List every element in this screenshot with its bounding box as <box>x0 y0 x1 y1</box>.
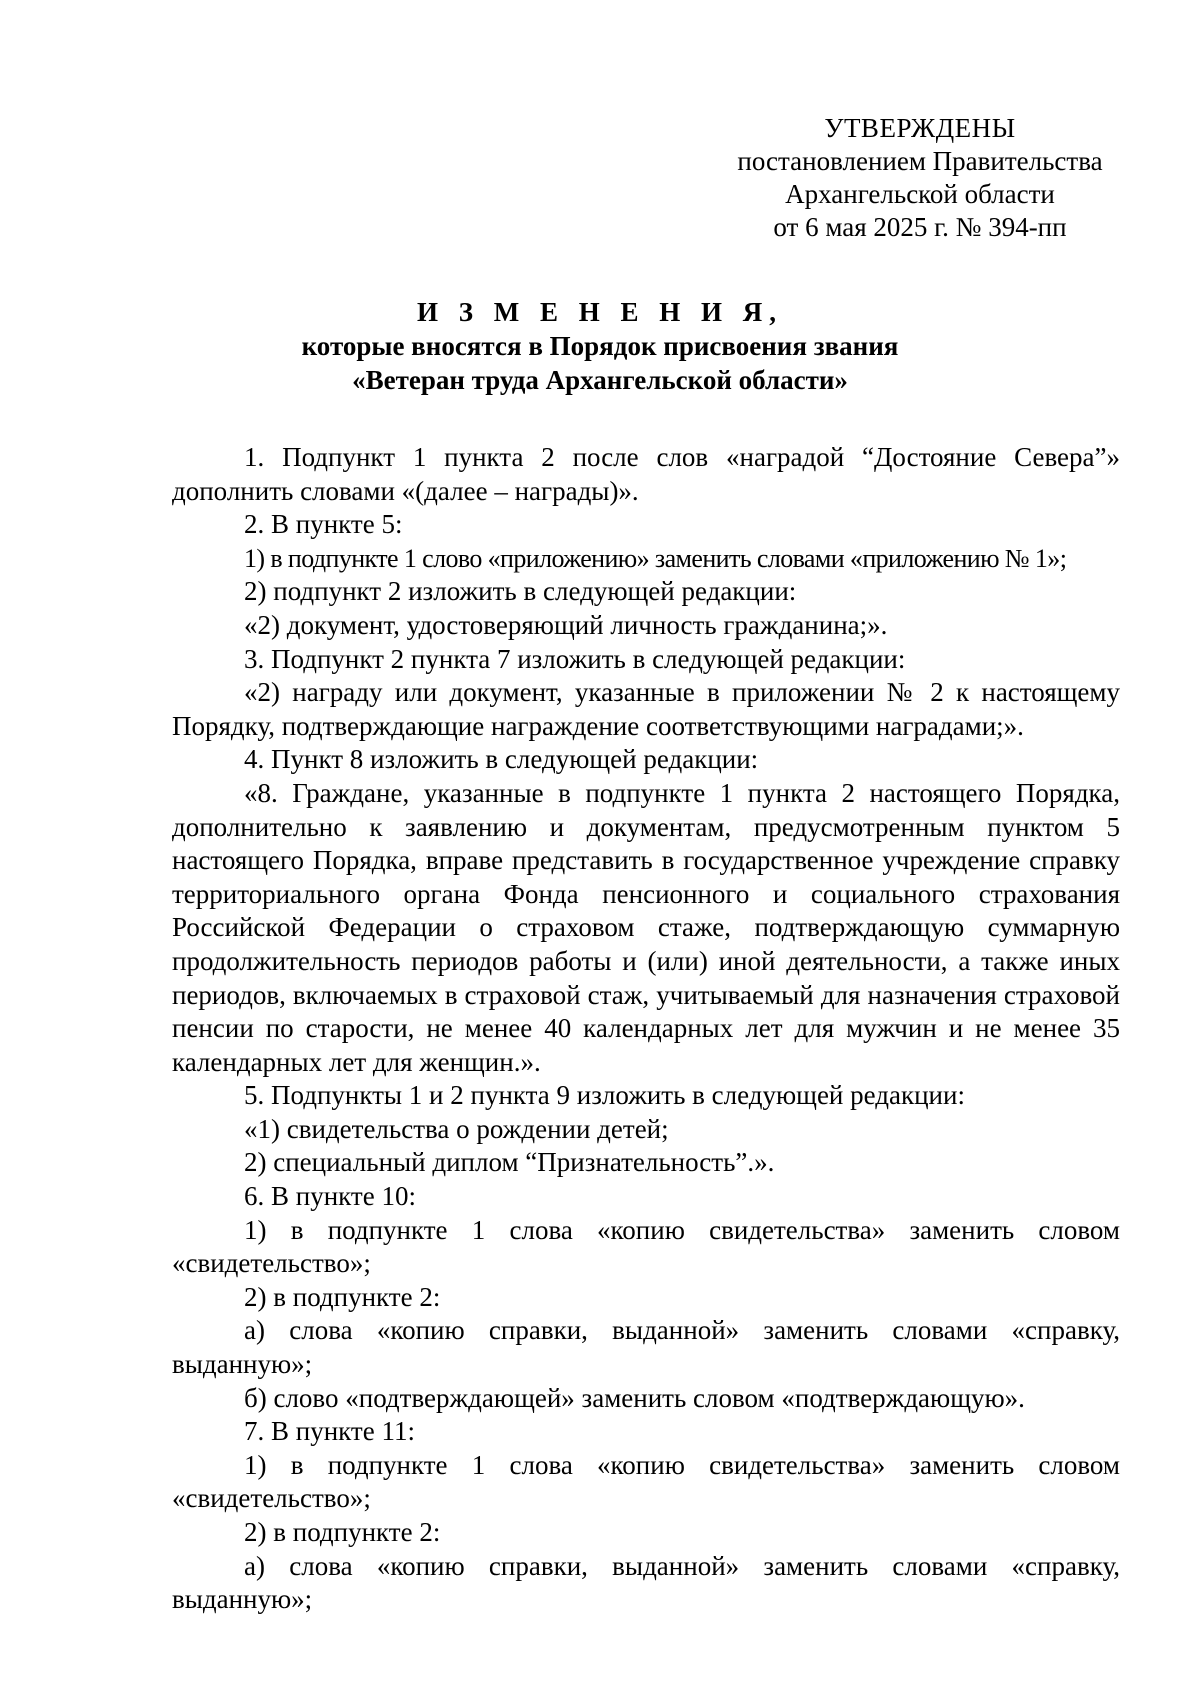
approval-issuer: постановлением Правительства <box>737 146 1103 176</box>
paragraph: «2) награду или документ, указанные в приложении № 2 к настоящему Порядку, подтверждающие награждение соответствующими наградами;». <box>172 677 1120 741</box>
document-title <box>150 295 1050 397</box>
document-body <box>172 441 1120 1617</box>
paragraph: 2) специальный диплом “Признательность”.». <box>244 1147 775 1178</box>
paragraph: 2) подпункт 2 изложить в следующей редакции: <box>244 576 797 607</box>
paragraph: 2) в подпункте 2: <box>244 1517 441 1547</box>
title-subject-name: «Ветеран труда Архангельской области» <box>352 365 848 395</box>
paragraph: б) слово «подтверждающей» заменить словом «подтверждающую». <box>244 1382 1025 1413</box>
title-heading: И З М Е Н Е Н И Я, <box>416 297 783 327</box>
paragraph: а) слова «копию справки, выданной» заменить словами «справку, выданную»; <box>172 1550 1120 1615</box>
paragraph: 7. В пункте 11: <box>244 1416 415 1447</box>
paragraph: 5. Подпункты 1 и 2 пункта 9 изложить в следующей редакции: <box>244 1080 965 1111</box>
paragraph: «1) свидетельства о рождении детей; <box>244 1113 669 1144</box>
title-subject: которые вносятся в Порядок присвоения звания <box>301 331 899 361</box>
paragraph: 6. В пункте 10: <box>244 1181 416 1212</box>
approval-region: Архангельской области <box>785 179 1055 209</box>
paragraph: 2. В пункте 5: <box>244 509 403 540</box>
approval-date-number: от 6 мая 2025 г. № 394-пп <box>773 212 1067 242</box>
approval-block <box>700 112 1140 244</box>
paragraph: 1) в подпункте 1 слова «копию свидетельства» заменить словом «свидетельство»; <box>172 1214 1120 1279</box>
paragraph: «8. Граждане, указанные в подпункте 1 пункта 2 настоящего Порядка, дополнительно к заявлению и документам, предусмотренным пунктом 5 настоящего Порядка, вправе представить в государственное учреждение справку территориального органа Фонда пенсионного и социального страхования Российской Федерации о страховом стаже, подтверждающую суммарную продолжительность периодов работы и (или) иной деятельности, а также иных периодов, включаемых в страховой стаж, учитываемый для назначения страховой пенсии по старости, не менее 40 календарных лет для мужчин и не менее 35 календарных лет для женщин.». <box>172 777 1120 1077</box>
paragraph: 2) в подпункте 2: <box>244 1281 441 1312</box>
paragraph: 1) в подпункте 1 слово «приложению» заменить словами «приложению № 1»; <box>244 543 1067 573</box>
paragraph: 3. Подпункт 2 пункта 7 изложить в следующей редакции: <box>244 643 906 674</box>
paragraph: 4. Пункт 8 изложить в следующей редакции: <box>244 744 759 775</box>
paragraph: 1) в подпункте 1 слова «копию свидетельства» заменить словом «свидетельство»; <box>172 1449 1120 1514</box>
paragraph: а) слова «копию справки, выданной» заменить словами «справку, выданную»; <box>172 1315 1120 1380</box>
approval-stamp: УТВЕРЖДЕНЫ <box>824 113 1016 143</box>
paragraph: «2) документ, удостоверяющий личность гражданина;». <box>244 609 888 640</box>
paragraph: 1. Подпункт 1 пункта 2 после слов «наградой “Достояние Севера”» дополнить словами «(далее – награды)». <box>172 442 1120 506</box>
